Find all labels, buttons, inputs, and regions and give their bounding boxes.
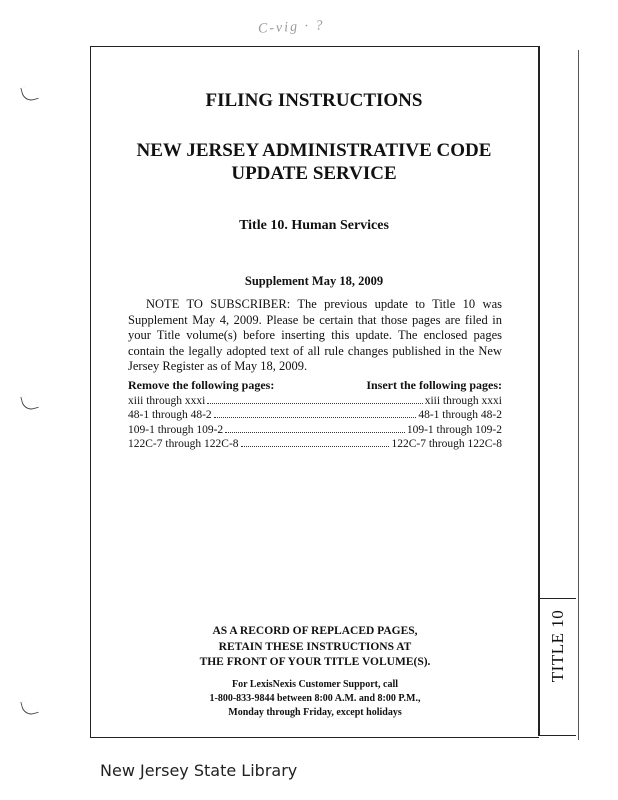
record-notice-line: AS A RECORD OF REPLACED PAGES,: [212, 625, 418, 637]
tab-strip-edge: [578, 50, 579, 740]
leader-dots: [207, 403, 422, 404]
remove-pages: 48-1 through 48-2: [128, 409, 212, 421]
insert-pages: 122C-7 through 122C-8: [391, 438, 502, 450]
title-tab-label: TITLE 10: [548, 609, 567, 683]
insert-header: Insert the following pages:: [366, 378, 502, 392]
insert-pages: 109-1 through 109-2: [406, 423, 502, 436]
library-stamp: New Jersey State Library: [100, 761, 298, 780]
remove-pages: xiii through xxxi: [128, 394, 206, 407]
record-notice: [150, 624, 480, 671]
punch-hole-mark-bottom: [20, 698, 38, 716]
table-row: [128, 437, 502, 452]
remove-pages: 109-1 through 109-2: [128, 423, 224, 436]
support-line: For LexisNexis Customer Support, call: [231, 679, 398, 690]
supplement-date: Supplement May 18, 2009: [244, 274, 384, 288]
customer-support: [150, 678, 480, 720]
code-title-line-2: UPDATE SERVICE: [231, 163, 397, 184]
punch-hole-mark-middle: [20, 393, 38, 411]
remove-pages: 122C-7 through 122C-8: [128, 438, 239, 450]
table-row: [128, 408, 502, 423]
note-to-subscriber: NOTE TO SUBSCRIBER: The previous update to Title 10 was Supplement May 4, 2009. Please be certain that those pages are filed in your Title volume(s) before inserting this update. The enclosed pages contain the legally adopted text of all rule changes published in the New Jersey Register as of May 18, 2009.: [128, 297, 502, 373]
record-notice-line: THE FRONT OF YOUR TITLE VOLUME(S).: [199, 656, 431, 668]
leader-dots: [241, 446, 390, 447]
filing-instructions-heading: FILING INSTRUCTIONS: [205, 90, 423, 111]
record-notice-line: RETAIN THESE INSTRUCTIONS AT: [218, 640, 412, 653]
title-section: Title 10. Human Services: [239, 218, 389, 233]
pages-table-header: [128, 378, 502, 393]
support-phone-hours: 1-800-833-9844 between 8:00 A.M. and 8:00 P.M.,: [209, 693, 421, 704]
handwritten-note: C-vig · ?: [257, 18, 325, 37]
insert-pages: xiii through xxxi: [424, 394, 502, 407]
code-title-line-1: NEW JERSEY ADMINISTRATIVE CODE: [136, 140, 492, 161]
pages-table: [128, 378, 502, 452]
punch-hole-mark-top: [20, 84, 38, 102]
leader-dots: [214, 417, 417, 418]
leader-dots: [225, 432, 405, 433]
insert-pages: 48-1 through 48-2: [418, 409, 502, 421]
support-days: Monday through Friday, except holidays: [228, 707, 402, 718]
table-row: [128, 423, 502, 438]
remove-header: Remove the following pages:: [128, 378, 275, 392]
table-row: [128, 394, 502, 409]
